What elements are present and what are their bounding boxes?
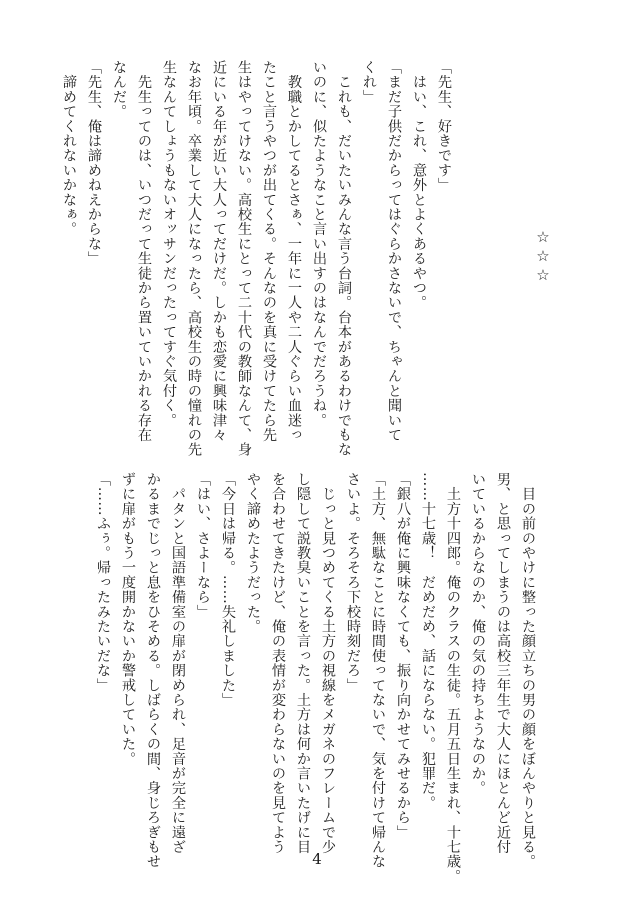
text-line: 「……ふぅ。帰ったみたいだな」 [95, 472, 111, 693]
page-number: 4 [312, 850, 322, 868]
text-line: じっと見つめてくる土方の視線をメガネのフレームで少 [320, 472, 336, 855]
text-line: 生なんてしょうもないオッサンだったってすぐ気付く。 [161, 60, 177, 428]
text-line: 「先生、好きです」 [436, 60, 452, 193]
text-line: やく諦めたようだった。 [245, 472, 261, 634]
text-line: 「今日は帰る。……失礼しました」 [220, 472, 236, 708]
text-line: くれ」 [361, 60, 377, 105]
text-line: 先生ってのは、いつだって生徒から置いていかれる存在 [136, 60, 152, 443]
text-line: なお年頃。卒業して大人になったら、高校生の時の憧れの先 [186, 60, 202, 457]
lower-text-block [90, 472, 540, 884]
text-line: 近にいる年が近い大人ってだけだ。しかも恋愛に興味津々 [211, 60, 227, 443]
text-line: 「土方、無駄なことに時間使ってないで、気を付けて帰んな [370, 472, 386, 869]
text-line: これも、だいたいみんな言う台詞。台本があるわけでもな [336, 60, 352, 457]
upper-text-block [56, 60, 456, 457]
text-line: 「先生、俺は諦めねえからな」 [86, 60, 102, 266]
text-line: 「はい、さよーなら」 [195, 472, 211, 619]
text-line: 「銀八が俺に興味なくても、振り向かせてみせるから」 [395, 472, 411, 840]
text-line: 教職とかしてるとさぁ、一年に一人や二人ぐらい血迷っ [286, 60, 302, 443]
text-line: 「まだ子供だからってはぐらかさないで、ちゃんと聞いて [386, 60, 402, 443]
text-line: を合わせてきたけど、俺の表情が変わらないのを見てよう [270, 472, 286, 855]
text-line: ずに扉がもう一度開かないか警戒していた。 [120, 472, 136, 766]
text-line: ……十七歳！ だめだめ、話にならない。犯罪だ。 [420, 472, 436, 811]
text-line: はい、これ、意外とよくあるやつ。 [411, 60, 427, 310]
section-break-stars: ☆☆☆ [534, 228, 552, 285]
text-line: 土方十四郎。俺のクラスの生徒。五月五日生まれ、十七歳。 [445, 472, 461, 884]
text-line: し隠して説教臭いことを言った。土方は何か言いたげに目 [295, 472, 311, 855]
text-line: たこと言うやつが出てくる。そんなのを真に受けてたら先 [261, 60, 277, 443]
text-line: いているからなのか、俺の気の持ちようなのか。 [470, 472, 486, 796]
text-line: なんだ。 [111, 60, 127, 119]
text-line: 諦めてくれないかなぁ。 [61, 60, 77, 237]
text-line: 目の前のやけに整った顔立ちの男の顔をぼんやりと見る。 [520, 472, 536, 869]
text-line: 男、と思ってしまうのは高校三年生で大人にほとんど近付 [495, 472, 511, 855]
text-line: かるまでじっと息をひそめる。しばらくの間、身じろぎもせ [145, 472, 161, 869]
text-line: さいよ。そろそろ下校時刻だろ」 [345, 472, 361, 693]
text-line: 生はやってけない。高校生にとって二十代の教師なんて、身 [236, 60, 252, 457]
text-line: パタンと国語準備室の扉が閉められ、足音が完全に遠ざ [170, 472, 186, 855]
text-line: いのに、似たようなこと言い出すのはなんでだろうね。 [311, 60, 327, 428]
